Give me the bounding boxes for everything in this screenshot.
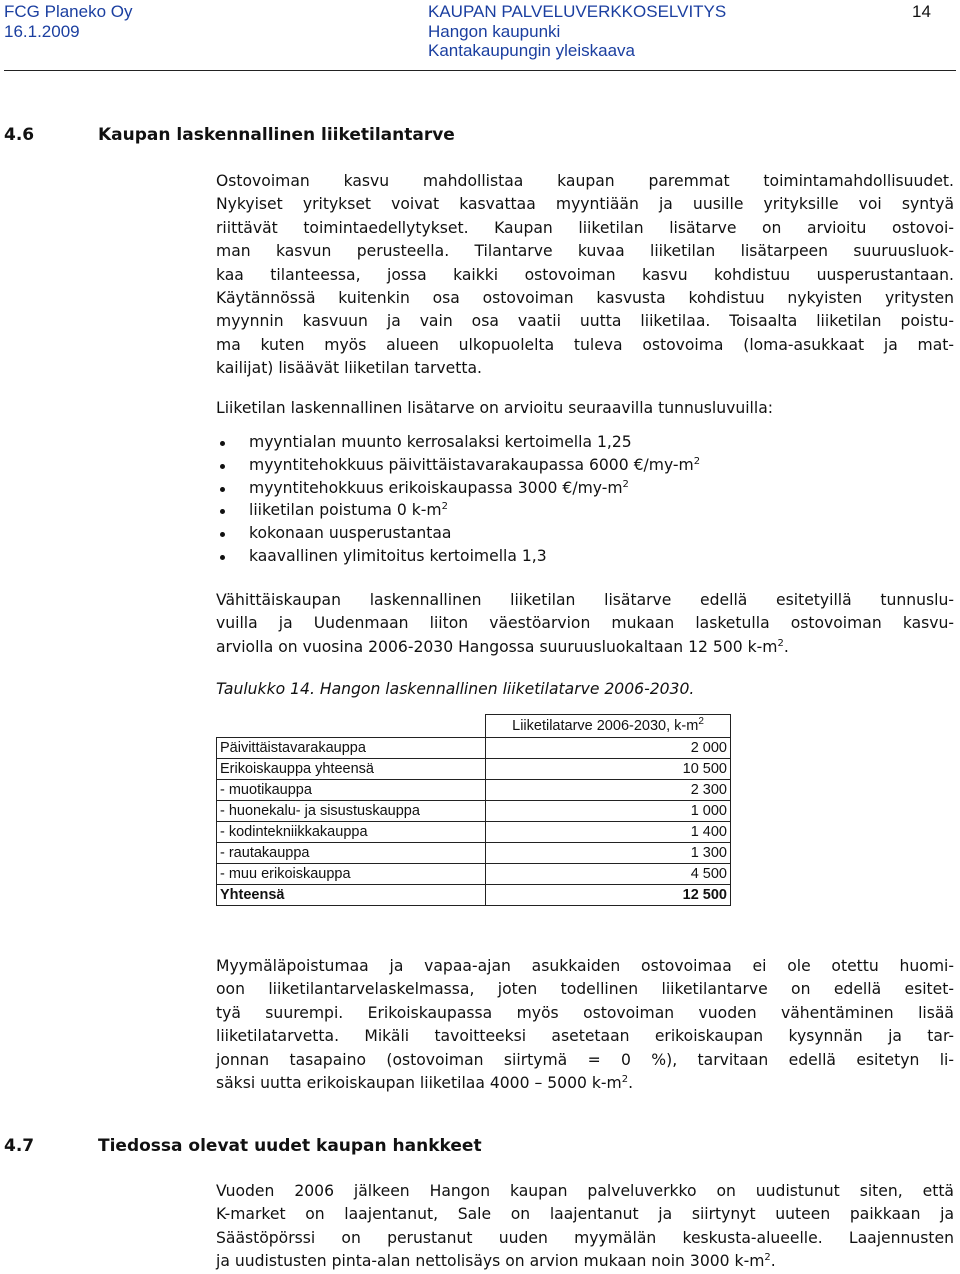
section-number: 4.6 [4,125,35,145]
table-row [217,822,731,843]
row-value: 10 500 [486,759,731,780]
text-line: kailijat) lisäävät liiketilan tarvetta. [216,359,482,378]
text-line: riittävät toimintaedellytykset. Kaupan liiketilan lisätarve on arvioitu ostovoi- [216,218,954,237]
text-line: Nykyiset yritykset voivat kasvattaa myyntiään ja uusille yrityksille voi syntyä [216,195,954,214]
text-fragment: arviolla on vuosina 2006-2030 Hangossa suuruusluokaltaan 12 500 k-m [216,637,778,656]
text-fragment: ja uudistusten pinta-alan nettolisäys on arvion mukaan noin 3000 k-m [216,1252,765,1271]
table-row [217,801,731,822]
text-line: Säästöpörssi on perustanut uuden myymälän keskusta-alueelle. Laajennusten [216,1228,954,1247]
section-heading-4-7 [4,1135,482,1157]
text-line: tyä suurempi. Erikoiskaupassa myös ostovoiman vuoden vähentäminen lisää [216,1003,954,1022]
superscript: 2 [698,716,704,727]
row-value: 2 000 [486,738,731,759]
header-divider [4,70,956,71]
row-value: 1 400 [486,822,731,843]
text-line: Ostovoiman kasvu mahdollistaa kaupan paremmat toimintamahdollisuudet. [216,172,954,190]
text-line: man kasvun perusteella. Tilantarve kuvaa liiketilan lisätarpeen suuruusluok- [216,242,954,261]
paragraph-indicators-intro [216,397,954,420]
caption-text: Taulukko 14. Hangon laskennallinen liiketilatarve 2006-2030. [216,680,695,698]
table-row [217,780,731,801]
row-label: Erikoiskauppa yhteensä [217,759,486,780]
list-item-text: myyntitehokkuus erikoiskaupassa 3000 €/my-m [249,478,623,497]
superscript: 2 [621,1074,629,1086]
total-value: 12 500 [486,885,731,906]
paragraph-calculated-need [216,589,954,659]
paragraph-additional-need [216,955,954,1095]
list-item [216,545,700,568]
table-header-cell [486,715,731,738]
list-item-text: liiketilan poistuma 0 k-m [249,501,442,520]
table-row [217,843,731,864]
header-text: Liiketilatarve 2006-2030, k-m [512,718,699,734]
list-item-text: kokonaan uusperustantaa [249,524,452,543]
list-item [216,431,700,454]
row-label: - rautakauppa [217,843,486,864]
text-fragment: säksi uutta erikoiskaupan liiketilaa 4000 – 5000 k-m [216,1074,622,1093]
total-label: Yhteensä [217,885,486,906]
section-number: 4.7 [4,1136,35,1156]
text-line: Myymäläpoistumaa ja vapaa-ajan asukkaiden ostovoimaa ei ole otettu huomi- [216,957,954,975]
text-line: K-market on laajentanut, Sale on laajentanut ja siirtynyt uuteen paikkaan ja [216,1205,954,1224]
paragraph-new-projects [216,1180,954,1274]
row-label: - kodintekniikkakauppa [217,822,486,843]
text-line: Vuoden 2006 jälkeen Hangon kaupan palveluverkko on uudistunut siten, että [216,1182,954,1200]
superscript: 2 [622,478,629,490]
text-fragment: . [628,1074,634,1093]
table-caption [216,678,954,701]
list-item-text: kaavallinen ylimitoitus kertoimella 1,3 [249,546,547,565]
text-line: Liiketilan laskennallinen lisätarve on arvioitu seuraavilla tunnusluvuilla: [216,399,774,417]
header-left [4,2,133,41]
indicator-list [216,431,700,568]
report-title: KAUPAN PALVELUVERKKOSELVITYS [428,2,727,21]
list-item [216,522,700,545]
list-item-text: myyntitehokkuus päivittäistavarakaupassa 6000 €/my-m [249,455,694,474]
section-title: Kaupan laskennallinen liiketilantarve [98,125,455,145]
text-line: oon liiketilantarvelaskelmassa, joten todellinen liiketilantarve on edellä esitet- [216,980,954,999]
table-total-row [217,885,731,906]
row-value: 4 500 [486,864,731,885]
text-line: Käytännössä kuitenkin osa ostovoiman kasvusta kohdistuu nykyisten yritysten [216,289,954,308]
paragraph-purchasing-power [216,170,954,381]
text-fragment: . [783,637,789,656]
plan-name: Kantakaupungin yleiskaava [428,41,635,60]
superscript: 2 [777,637,784,649]
text-line: kaa tilanteessa, jossa kaikki ostovoiman kasvu kohdistuu uusperustantaan. [216,265,954,284]
text-line [216,1250,954,1273]
text-line: myynnin kasvuun ja vain osa vaatii uutta liiketilaa. Toisaalta liiketilan poistu- [216,312,954,331]
list-item-text: myyntialan muunto kerrosalaksi kertoimella 1,25 [249,433,632,451]
row-label: Päivittäistavarakauppa [217,738,486,759]
page-header [0,2,960,72]
text-line: Vähittäiskaupan laskennallinen liiketilan lisätarve edellä esitetyillä tunnuslu- [216,591,954,609]
table-row [217,738,731,759]
table-row [217,759,731,780]
list-item [216,499,700,522]
text-line: vuilla ja Uudenmaan liiton väestöarvion mukaan lasketulla ostovoiman kasvu- [216,614,954,633]
superscript: 2 [764,1252,771,1264]
text-line [216,1072,954,1095]
text-line: jonnan tasapaino (ostovoiman siirtymä = 0 %), tarvitaan edellä esitetyn li- [216,1050,954,1069]
document-date: 16.1.2009 [4,21,80,41]
table-row [217,864,731,885]
row-label: - muu erikoiskauppa [217,864,486,885]
row-value: 1 300 [486,843,731,864]
list-item [216,477,700,500]
text-line: ma kuten myös alueen ulkopuolelta tuleva ostovoima (loma-asukkaat ja mat- [216,335,954,354]
row-label: - muotikauppa [217,780,486,801]
row-label: - huonekalu- ja sisustuskauppa [217,801,486,822]
company-name: FCG Planeko Oy [4,2,133,21]
row-value: 1 000 [486,801,731,822]
superscript: 2 [693,455,701,467]
text-fragment: . [770,1252,776,1271]
header-center [428,2,726,61]
section-heading-4-6 [4,124,455,146]
superscript: 2 [441,501,448,513]
text-line: liiketilatarvetta. Mikäli tavoitteeksi asetetaan erikoiskaupan kysynnän ja tar- [216,1027,954,1046]
row-value: 2 300 [486,780,731,801]
text-line [216,636,954,659]
table-header-row [217,715,731,738]
table-header-empty [217,715,486,738]
page-number: 14 [912,2,931,21]
retail-space-table [216,714,731,906]
client-name: Hangon kaupunki [428,21,561,41]
list-item [216,454,700,477]
section-title: Tiedossa olevat uudet kaupan hankkeet [98,1136,482,1156]
